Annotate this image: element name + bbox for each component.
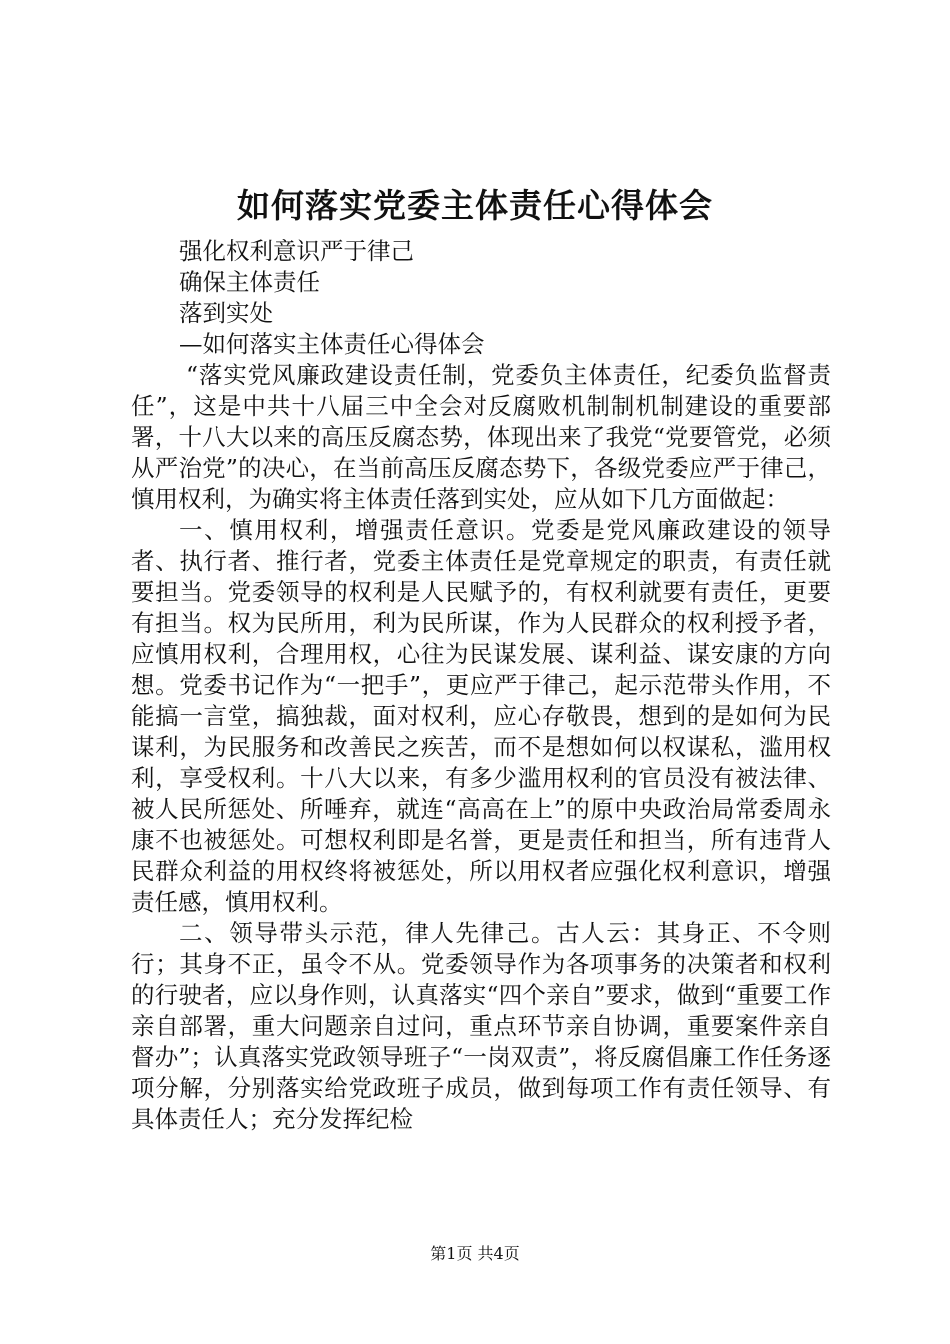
document-body: [131, 236, 831, 1135]
page-number: 第1页 共4页: [430, 1244, 520, 1263]
subtitle-line-4: —如何落实主体责任心得体会: [179, 330, 485, 358]
subtitle-line-2: 确保主体责任: [179, 268, 320, 296]
paragraph-intro: “落实党风廉政建设责任制，党委负主体责任，纪委负监督责任”，这是中共十八届三中全会对反腐败机制制机制建设的重要部署，十八大以来的高压反腐态势，体现出来了我党“党要管党，必须从严治党”的决心，在当前高压反腐态势下，各级党委应严于律己，慎用权利，为确实将主体责任落到实处，应从如下几方面做起：: [131, 361, 831, 513]
paragraph-section-1: 一、慎用权利，增强责任意识。党委是党风廉政建设的领导者、执行者、推行者，党委主体责任是党章规定的职责，有责任就要担当。党委领导的权利是人民赋予的，有权利就要有责任，更要有担当。权为民所用，利为民所谋，作为人民群众的权利授予者，应慎用权利，合理用权，心往为民谋发展、谋利益、谋安康的方向想。党委书记作为“一把手”，更应严于律己，起示范带头作用，不能搞一言堂，搞独裁，面对权利，应心存敬畏，想到的是如何为民谋利，为民服务和改善民之疾苦，而不是想如何以权谋私，滥用权利，享受权利。十八大以来，有多少滥用权利的官员没有被法律、被人民所惩处、所唾弃，就连“高高在上”的原中央政治局常委周永康不也被惩处。可想权利即是名誉，更是责任和担当，所有违背人民群众利益的用权终将被惩处，所以用权者应强化权利意识，增强责任感，慎用权利。: [131, 516, 831, 916]
subtitle-line-1: 强化权利意识严于律己: [179, 237, 414, 265]
subtitle-line-3: 落到实处: [179, 299, 273, 327]
paragraph-section-2: 二、领导带头示范，律人先律己。古人云：其身正、不令则行；其身不正，虽令不从。党委领导作为各项事务的决策者和权利的行驶者，应以身作则，认真落实“四个亲自”要求，做到“重要工作亲自部署，重大问题亲自过问，重点环节亲自协调，重要案件亲自督办”；认真落实党政领导班子“一岗双责”，将反腐倡廉工作任务逐项分解，分别落实给党政班子成员，做到每项工作有责任领导、有具体责任人；充分发挥纪检: [131, 919, 831, 1133]
document-title: 如何落实党委主体责任心得体会: [237, 186, 713, 225]
